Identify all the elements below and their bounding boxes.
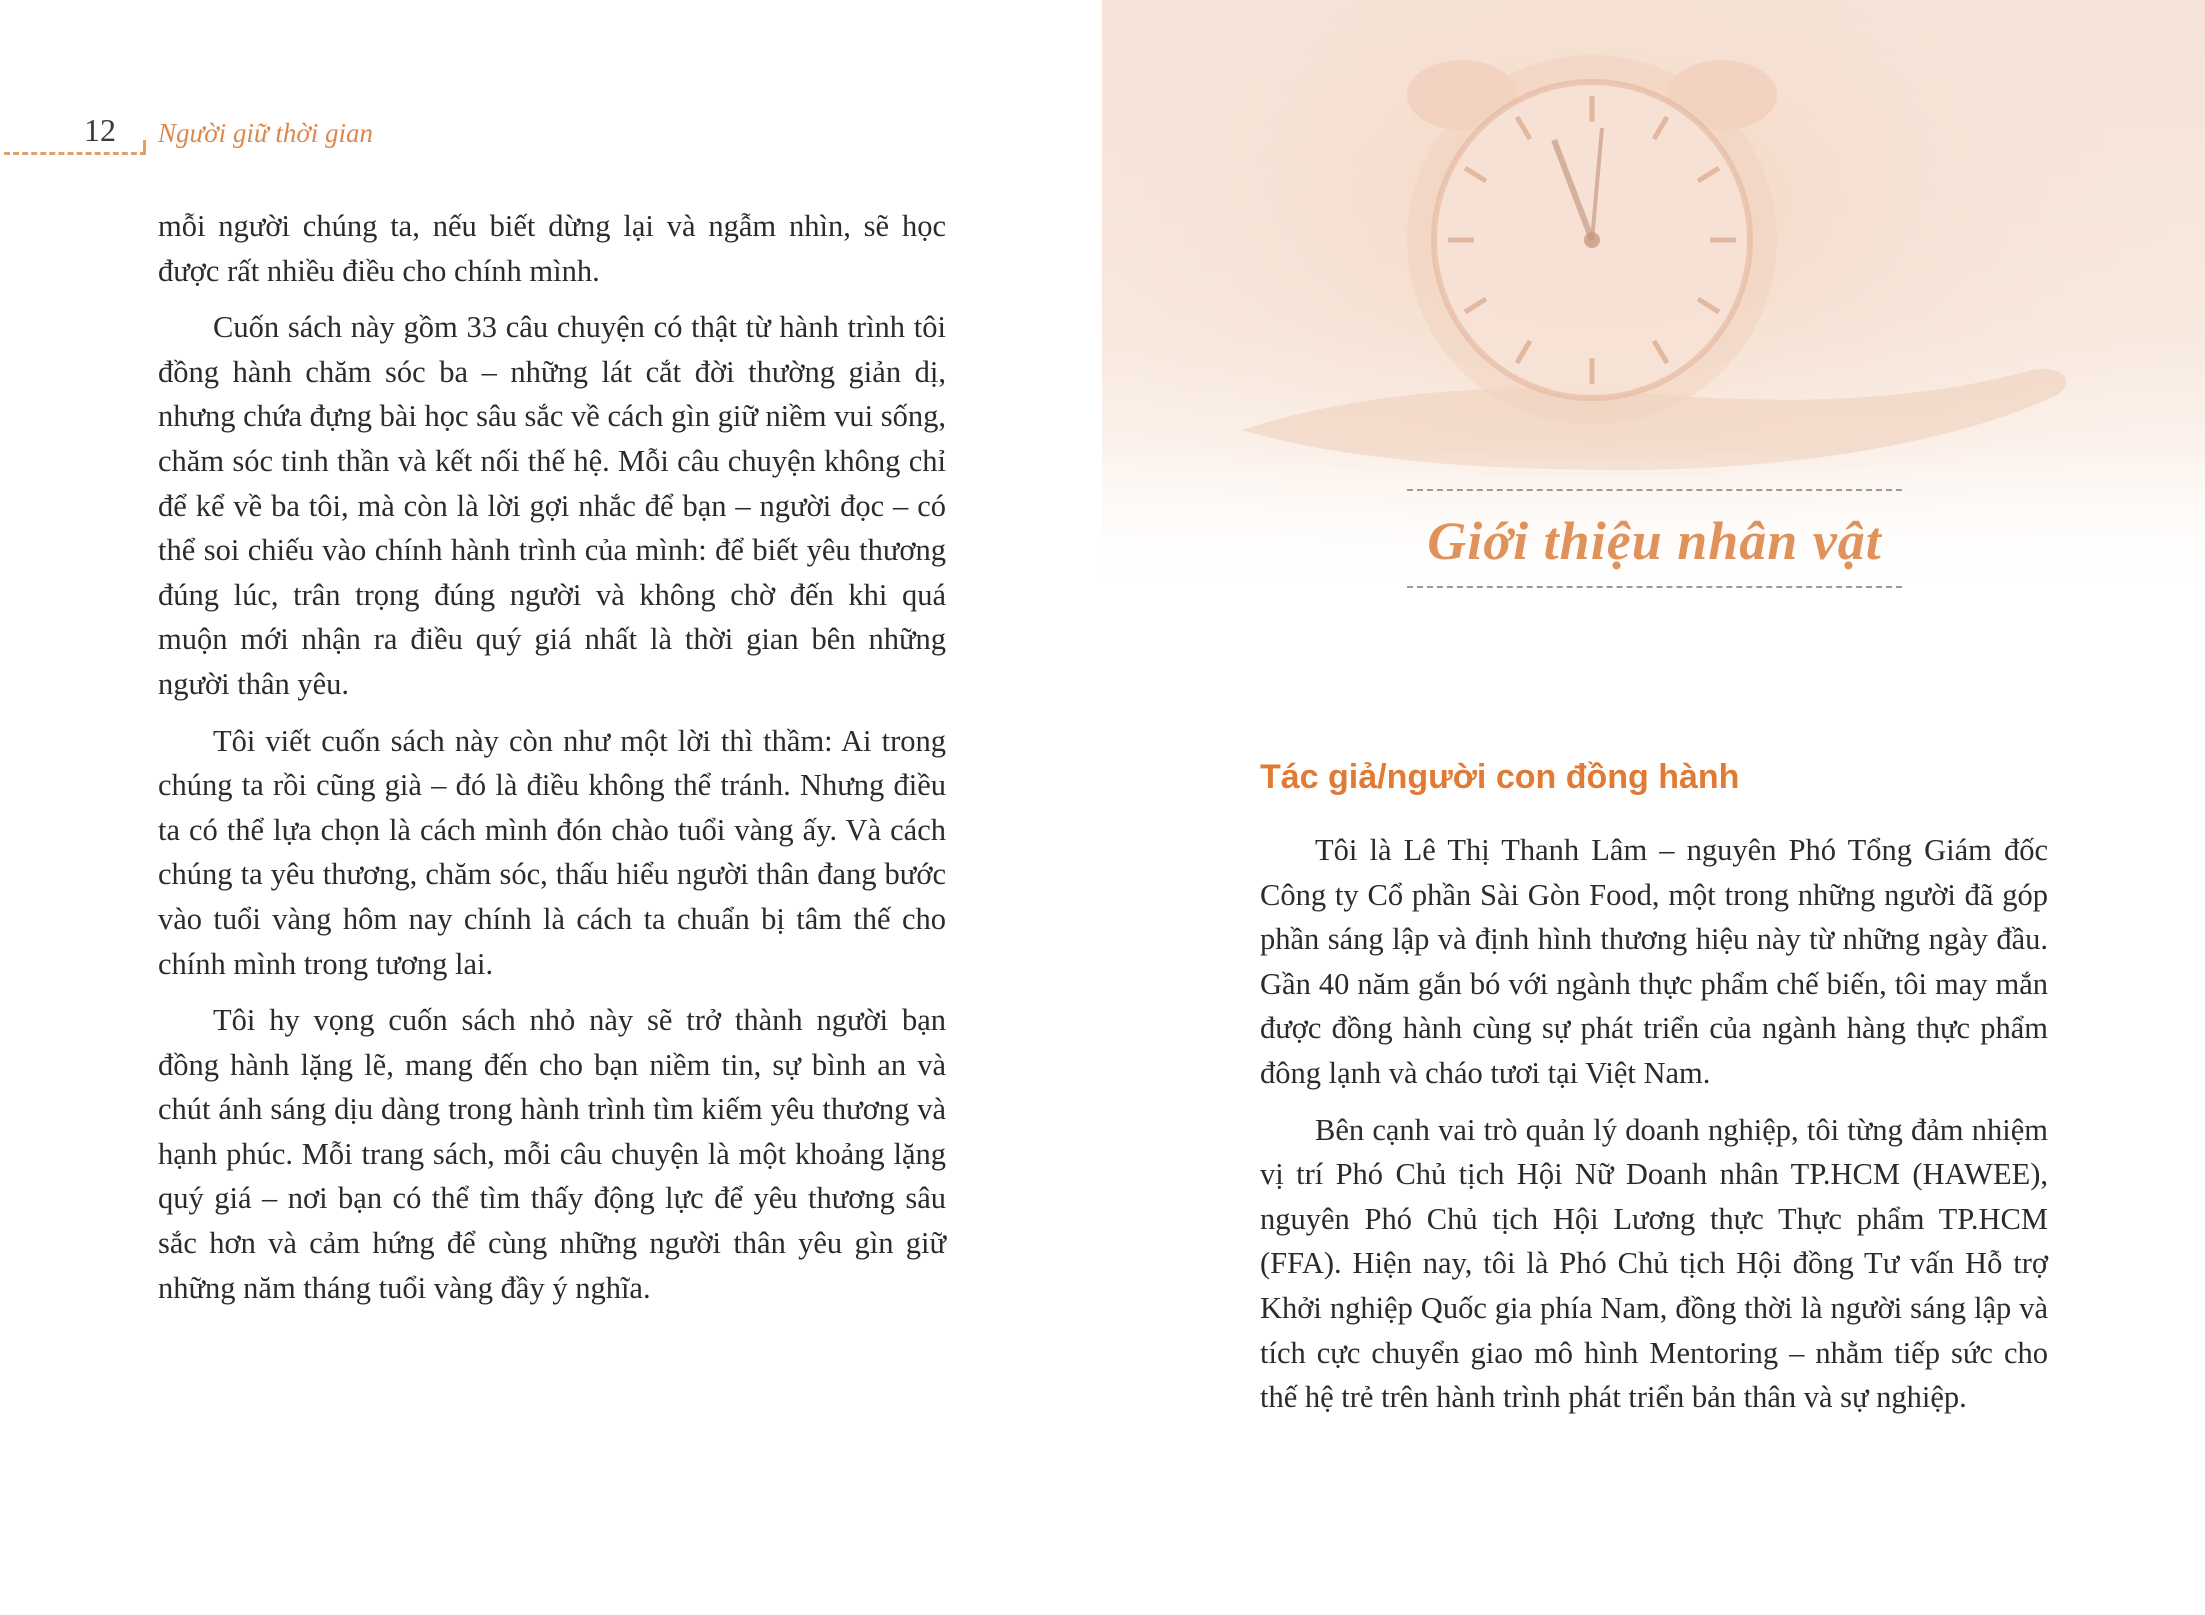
right-body-text [1260,828,2048,1432]
body-paragraph: Cuốn sách này gồm 33 câu chuyện có thật từ hành trình tôi đồng hành chăm sóc ba – những lát cắt đời thường giản dị, nhưng chứa đựng bài học sâu sắc về cách gìn giữ niềm vui sống, chăm sóc tinh thần và kết nối thế hệ. Mỗi câu chuyện không chỉ để kể về ba tôi, mà còn là lời gợi nhắc để bạn – người đọc – có thể soi chiếu vào chính hành trình của mình: để biết yêu thương đúng lúc, trân trọng đúng người và không chờ đến khi quá muộn mới nhận ra điều quý giá nhất là thời gian bên những người thân yêu. [158,310,946,701]
section-heading-block [1407,484,1907,594]
body-paragraph: Tôi hy vọng cuốn sách nhỏ này sẽ trở thành người bạn đồng hành lặng lẽ, mang đến cho bạn niềm tin, sự bình an và chút ánh sáng dịu dàng trong hành trình tìm kiếm yêu thương và hạnh phúc. Mỗi trang sách, mỗi câu chuyện là một khoảng lặng quý giá – nơi bạn có thể tìm thấy động lực để yêu thương sâu sắc hơn và cảm hứng để cùng những người thân yêu gìn giữ những năm tháng tuổi vàng đầy ý nghĩa. [158,1003,946,1305]
left-page [0,0,1102,1615]
running-head-tick [143,140,146,154]
body-paragraph: Bên cạnh vai trò quản lý doanh nghiệp, tôi từng đảm nhiệm vị trí Phó Chủ tịch Hội Nữ Doanh nhân TP.HCM (HAWEE), nguyên Phó Chủ tịch Hội Lương thực Thực phẩm TP.HCM (FFA). Hiện nay, tôi là Phó Chủ tịch Hội đồng Tư vấn Hỗ trợ Khởi nghiệp Quốc gia phía Nam, đồng thời là người sáng lập và tích cực chuyển giao mô hình Mentoring – nhằm tiếp sức cho thế hệ trẻ trên hành trình phát triển bản thân và sự nghiệp. [1260,1112,2048,1415]
body-paragraph: mỗi người chúng ta, nếu biết dừng lại và ngẫm nhìn, sẽ học được rất nhiều điều cho chính mình. [158,209,946,288]
left-body-text [158,204,946,1322]
heading-dashed-rule-bottom [1407,586,1902,588]
running-head [0,112,520,162]
heading-dashed-rule-top [1407,489,1902,491]
body-paragraph: Tôi là Lê Thị Thanh Lâm – nguyên Phó Tổng Giám đốc Công ty Cổ phần Sài Gòn Food, một trong những người đã góp phần sáng lập và định hình thương hiệu này từ những ngày đầu. Gần 40 năm gắn bó với ngành thực phẩm chế biến, tôi may mắn được đồng hành cùng sự phát triển của ngành hàng thực phẩm đông lạnh và cháo tươi tại Việt Nam. [1260,833,2048,1090]
author-subheading: Tác giả/người con đồng hành [1260,758,1740,796]
running-head-dotted-rule [4,152,146,155]
book-title: Người giữ thời gian [158,118,374,148]
section-heading: Giới thiệu nhân vật [1427,511,1882,571]
body-paragraph: Tôi viết cuốn sách này còn như một lời thì thầm: Ai trong chúng ta rồi cũng già – đó là điều không thể tránh. Nhưng điều ta có thể lựa chọn là cách mình đón chào tuổi vàng ấy. Và cách chúng ta yêu thương, chăm sóc, thấu hiểu người thân đang bước vào tuổi vàng hôm nay chính là cách ta chuẩn bị tâm thế cho chính mình trong tương lai. [158,723,946,981]
page-number: 12 [84,112,116,148]
